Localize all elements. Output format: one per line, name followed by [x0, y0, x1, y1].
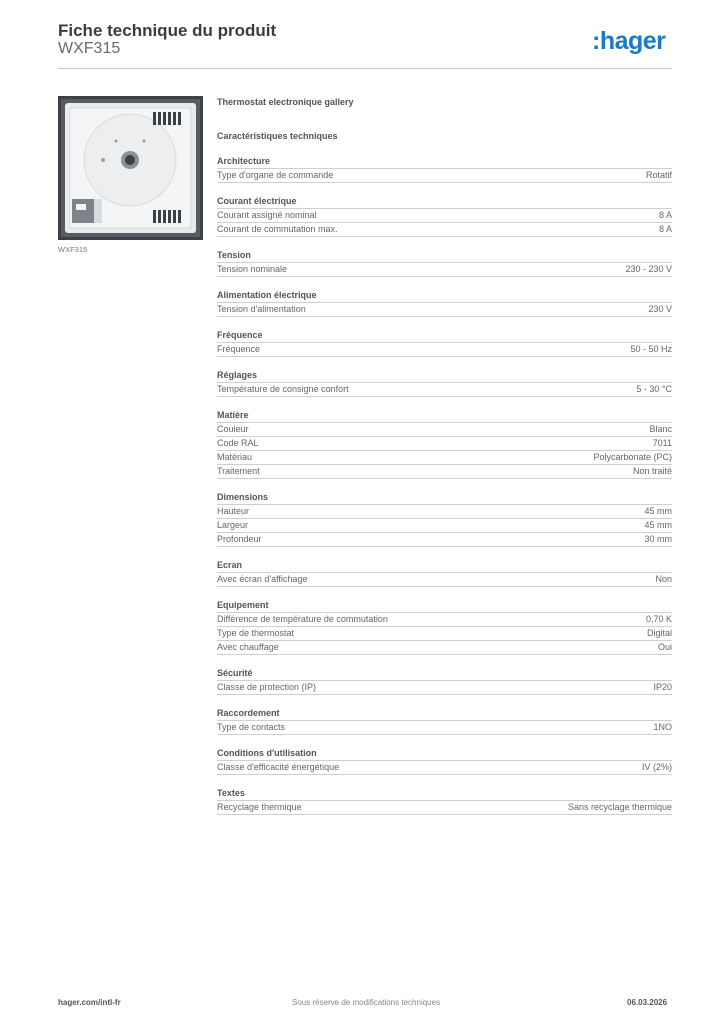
spec-row	[217, 721, 672, 735]
spec-value: Non traité	[632, 466, 672, 476]
spec-label: Largeur	[217, 520, 249, 530]
image-caption: WXF315	[58, 245, 88, 254]
spec-label: Recyclage thermique	[217, 802, 302, 812]
spec-row	[217, 641, 672, 655]
spec-section	[217, 599, 672, 655]
spec-section	[217, 289, 672, 317]
spec-row	[217, 343, 672, 357]
spec-label: Tension nominale	[217, 264, 288, 274]
spec-row	[217, 209, 672, 223]
spec-value: Polycarbonate (PC)	[593, 452, 672, 462]
spec-label: Profondeur	[217, 534, 262, 544]
spec-section	[217, 491, 672, 547]
spec-section	[217, 155, 672, 183]
spec-value: 50 - 50 Hz	[630, 344, 672, 354]
spec-label: Courant de commutation max.	[217, 224, 338, 234]
spec-row	[217, 383, 672, 397]
section-title: Raccordement	[217, 707, 672, 721]
spec-section	[217, 369, 672, 397]
spec-label: Tension d'alimentation	[217, 304, 306, 314]
product-name: Thermostat electronique gallery	[217, 97, 354, 107]
tech-heading: Caractéristiques techniques	[217, 131, 338, 141]
footer-website: hager.com/intl-fr	[58, 998, 121, 1007]
spec-value: 8 A	[658, 210, 672, 220]
spec-value: 45 mm	[644, 506, 672, 516]
spec-section	[217, 559, 672, 587]
spec-row	[217, 169, 672, 183]
spec-label: Fréquence	[217, 344, 261, 354]
spec-label: Différence de température de commutation	[217, 614, 388, 624]
product-reference: WXF315	[58, 40, 121, 57]
product-image	[58, 96, 203, 240]
spec-value: Blanc	[649, 424, 672, 434]
spec-label: Couleur	[217, 424, 249, 434]
spec-value: 45 mm	[644, 520, 672, 530]
spec-label: Température de consigne confort	[217, 384, 349, 394]
spec-label: Code RAL	[217, 438, 259, 448]
section-title: Matière	[217, 409, 672, 423]
footer-date: 06.03.2026	[627, 998, 668, 1007]
section-title: Sécurité	[217, 667, 672, 681]
spec-row	[217, 303, 672, 317]
spec-sections	[217, 155, 672, 815]
spec-row	[217, 423, 672, 437]
spec-value: 8 A	[658, 224, 672, 234]
spec-content	[217, 95, 672, 815]
spec-section	[217, 747, 672, 775]
section-title: Ecran	[217, 559, 672, 573]
spec-row	[217, 465, 672, 479]
spec-row	[217, 505, 672, 519]
spec-label: Matériau	[217, 452, 253, 462]
spec-label: Avec chauffage	[217, 642, 279, 652]
spec-row	[217, 533, 672, 547]
section-title: Architecture	[217, 155, 672, 169]
header-divider	[58, 68, 672, 69]
spec-label: Avec écran d'affichage	[217, 574, 308, 584]
section-title: Dimensions	[217, 491, 672, 505]
spec-value: IP20	[653, 682, 672, 692]
spec-row	[217, 613, 672, 627]
spec-row	[217, 761, 672, 775]
spec-row	[217, 451, 672, 465]
spec-value: 7011	[652, 438, 672, 448]
spec-value: 230 V	[648, 304, 672, 314]
section-title: Alimentation électrique	[217, 289, 672, 303]
spec-value: 30 mm	[644, 534, 672, 544]
spec-section	[217, 329, 672, 357]
section-title: Fréquence	[217, 329, 672, 343]
section-title: Conditions d'utilisation	[217, 747, 672, 761]
spec-section	[217, 409, 672, 479]
spec-label: Type de thermostat	[217, 628, 295, 638]
spec-row	[217, 437, 672, 451]
spec-row	[217, 801, 672, 815]
spec-row	[217, 573, 672, 587]
spec-section	[217, 249, 672, 277]
spec-label: Hauteur	[217, 506, 250, 516]
spec-value: IV (2%)	[641, 762, 672, 772]
section-title: Textes	[217, 787, 672, 801]
spec-label: Classe de protection (IP)	[217, 682, 317, 692]
spec-value: 0,70 K	[645, 614, 672, 624]
spec-value: Sans recyclage thermique	[567, 802, 672, 812]
spec-label: Type de contacts	[217, 722, 286, 732]
spec-row	[217, 681, 672, 695]
section-title: Tension	[217, 249, 672, 263]
spec-row	[217, 519, 672, 533]
spec-label: Classe d'efficacité énergétique	[217, 762, 340, 772]
spec-row	[217, 263, 672, 277]
section-title: Courant électrique	[217, 195, 672, 209]
spec-row	[217, 223, 672, 237]
spec-value: Oui	[657, 642, 672, 652]
spec-section	[217, 787, 672, 815]
spec-section	[217, 195, 672, 237]
spec-label: Type d'organe de commande	[217, 170, 334, 180]
section-title: Equipement	[217, 599, 672, 613]
spec-value: 5 - 30 °C	[636, 384, 672, 394]
spec-label: Courant assigné nominal	[217, 210, 317, 220]
spec-value: Non	[655, 574, 672, 584]
spec-section	[217, 667, 672, 695]
spec-value: Rotatif	[645, 170, 672, 180]
spec-value: Digital	[646, 628, 672, 638]
spec-row	[217, 627, 672, 641]
spec-label: Traitement	[217, 466, 260, 476]
section-title: Réglages	[217, 369, 672, 383]
hager-logo: :hager	[592, 27, 666, 55]
spec-value: 230 - 230 V	[625, 264, 672, 274]
page-title: Fiche technique du produit	[58, 21, 277, 40]
spec-value: 1NO	[653, 722, 672, 732]
spec-section	[217, 707, 672, 735]
footer-disclaimer: Sous réserve de modifications techniques	[292, 998, 441, 1007]
